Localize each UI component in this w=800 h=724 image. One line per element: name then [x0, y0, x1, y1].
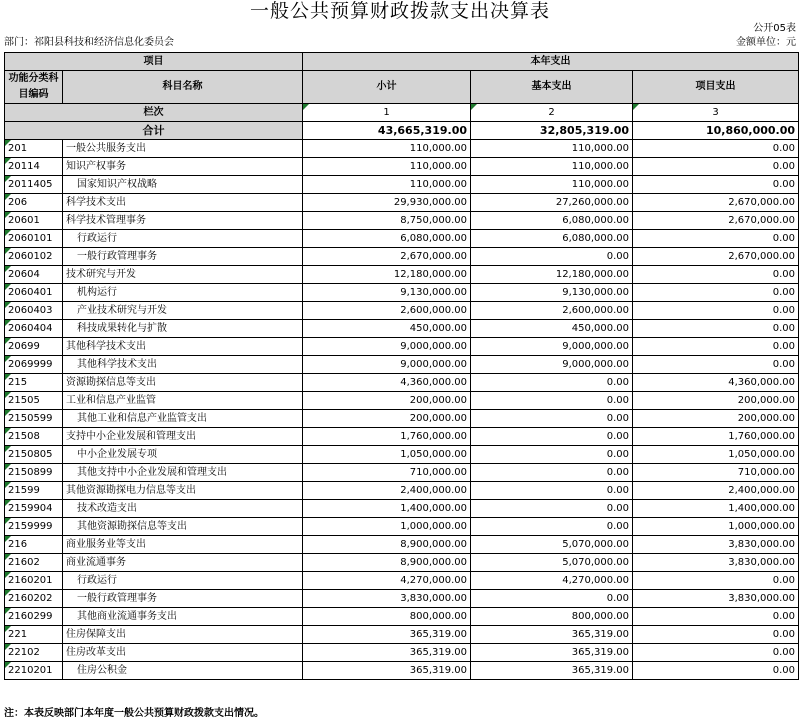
basic-cell: 9,000,000.00 — [471, 338, 633, 356]
subtotal-cell: 450,000.00 — [303, 320, 471, 338]
subject-name-cell: 住房保障支出 — [63, 626, 303, 644]
subtotal-cell: 2,400,000.00 — [303, 482, 471, 500]
project-cell: 0.00 — [633, 572, 799, 590]
basic-cell: 12,180,000.00 — [471, 266, 633, 284]
basic-cell: 0.00 — [471, 428, 633, 446]
subject-name-cell: 中小企业发展专项 — [63, 446, 303, 464]
basic-cell: 6,080,000.00 — [471, 212, 633, 230]
code-cell: 216 — [5, 536, 63, 554]
table-row — [5, 518, 799, 536]
subtotal-cell: 365,319.00 — [303, 644, 471, 662]
project-cell: 200,000.00 — [633, 410, 799, 428]
basic-cell: 0.00 — [471, 590, 633, 608]
project-cell: 0.00 — [633, 158, 799, 176]
subtotal-cell: 800,000.00 — [303, 608, 471, 626]
total-basic: 32,805,319.00 — [471, 122, 633, 140]
table-row — [5, 266, 799, 284]
basic-cell: 0.00 — [471, 392, 633, 410]
project-cell: 2,400,000.00 — [633, 482, 799, 500]
subject-name-cell: 住房改革支出 — [63, 644, 303, 662]
subtotal-cell: 8,750,000.00 — [303, 212, 471, 230]
total-row — [5, 122, 799, 140]
basic-cell: 0.00 — [471, 374, 633, 392]
code-cell: 21508 — [5, 428, 63, 446]
project-cell: 0.00 — [633, 284, 799, 302]
code-cell: 215 — [5, 374, 63, 392]
project-cell: 0.00 — [633, 302, 799, 320]
code-cell: 20604 — [5, 266, 63, 284]
total-subtotal: 43,665,319.00 — [303, 122, 471, 140]
table-row — [5, 338, 799, 356]
code-cell: 20699 — [5, 338, 63, 356]
sequence-row — [5, 104, 799, 122]
total-label: 合计 — [5, 122, 303, 140]
item-header: 项目 — [5, 53, 303, 71]
project-cell: 200,000.00 — [633, 392, 799, 410]
header-row-columns — [5, 71, 799, 104]
subject-name-cell: 商业流通事务 — [63, 554, 303, 572]
subtotal-cell: 110,000.00 — [303, 158, 471, 176]
subject-name-cell: 机构运行 — [63, 284, 303, 302]
code-cell: 2011405 — [5, 176, 63, 194]
table-row — [5, 158, 799, 176]
table-row — [5, 284, 799, 302]
code-cell: 221 — [5, 626, 63, 644]
basic-cell: 0.00 — [471, 446, 633, 464]
subject-name-cell: 产业技术研究与开发 — [63, 302, 303, 320]
footnote: 注：本表反映部门本年度一般公共预算财政拨款支出情况。 — [4, 708, 264, 719]
code-cell: 2160299 — [5, 608, 63, 626]
subtotal-cell: 365,319.00 — [303, 626, 471, 644]
project-cell: 0.00 — [633, 266, 799, 284]
basic-cell: 0.00 — [471, 518, 633, 536]
basic-cell: 2,600,000.00 — [471, 302, 633, 320]
subtotal-cell: 4,360,000.00 — [303, 374, 471, 392]
basic-cell: 6,080,000.00 — [471, 230, 633, 248]
project-cell: 0.00 — [633, 608, 799, 626]
subtotal-cell: 9,000,000.00 — [303, 338, 471, 356]
code-cell: 2060403 — [5, 302, 63, 320]
basic-cell: 110,000.00 — [471, 158, 633, 176]
code-cell: 2159999 — [5, 518, 63, 536]
sequence-col-1: 1 — [303, 104, 471, 122]
code-cell: 2150599 — [5, 410, 63, 428]
subtotal-cell: 3,830,000.00 — [303, 590, 471, 608]
basic-cell: 0.00 — [471, 248, 633, 266]
subtotal-cell: 2,670,000.00 — [303, 248, 471, 266]
basic-cell: 5,070,000.00 — [471, 536, 633, 554]
project-cell: 0.00 — [633, 662, 799, 680]
subject-name-cell: 科学技术管理事务 — [63, 212, 303, 230]
basic-cell: 4,270,000.00 — [471, 572, 633, 590]
project-cell: 3,830,000.00 — [633, 554, 799, 572]
basic-cell: 365,319.00 — [471, 644, 633, 662]
code-cell: 2210201 — [5, 662, 63, 680]
table-row — [5, 626, 799, 644]
table-row — [5, 572, 799, 590]
project-cell: 0.00 — [633, 230, 799, 248]
basic-cell: 0.00 — [471, 500, 633, 518]
subtotal-cell: 8,900,000.00 — [303, 536, 471, 554]
code-cell: 2060404 — [5, 320, 63, 338]
subject-name-cell: 科学技术支出 — [63, 194, 303, 212]
code-cell: 2159904 — [5, 500, 63, 518]
project-cell: 0.00 — [633, 320, 799, 338]
subtotal-cell: 200,000.00 — [303, 410, 471, 428]
subtotal-cell: 8,900,000.00 — [303, 554, 471, 572]
basic-cell: 0.00 — [471, 482, 633, 500]
code-cell: 2160201 — [5, 572, 63, 590]
table-row — [5, 176, 799, 194]
sequence-col-2: 2 — [471, 104, 633, 122]
table-row — [5, 320, 799, 338]
table-row — [5, 554, 799, 572]
code-cell: 2160202 — [5, 590, 63, 608]
code-cell: 21505 — [5, 392, 63, 410]
code-cell: 22102 — [5, 644, 63, 662]
subtotal-cell: 29,930,000.00 — [303, 194, 471, 212]
table-row — [5, 662, 799, 680]
table-row — [5, 302, 799, 320]
project-cell: 0.00 — [633, 644, 799, 662]
subject-name-cell: 知识产权事务 — [63, 158, 303, 176]
project-cell: 0.00 — [633, 626, 799, 644]
code-cell: 21599 — [5, 482, 63, 500]
basic-cell: 365,319.00 — [471, 662, 633, 680]
subject-name-cell: 一般行政管理事务 — [63, 248, 303, 266]
table-row — [5, 194, 799, 212]
table-row — [5, 356, 799, 374]
basic-cell: 365,319.00 — [471, 626, 633, 644]
basic-cell: 5,070,000.00 — [471, 554, 633, 572]
basic-cell: 110,000.00 — [471, 176, 633, 194]
project-cell: 3,830,000.00 — [633, 590, 799, 608]
subject-column-header: 科目名称 — [63, 71, 303, 104]
table-row — [5, 230, 799, 248]
subtotal-cell: 365,319.00 — [303, 662, 471, 680]
table-row — [5, 464, 799, 482]
basic-cell: 27,260,000.00 — [471, 194, 633, 212]
subject-name-cell: 一般公共服务支出 — [63, 140, 303, 158]
subject-name-cell: 其他工业和信息产业监管支出 — [63, 410, 303, 428]
subject-name-cell: 其他科学技术支出 — [63, 356, 303, 374]
code-cell: 201 — [5, 140, 63, 158]
subtotal-cell: 1,760,000.00 — [303, 428, 471, 446]
report-title: 一般公共预算财政拨款支出决算表 — [249, 0, 550, 22]
sequence-col-3: 3 — [633, 104, 799, 122]
subtotal-cell: 110,000.00 — [303, 176, 471, 194]
project-cell: 0.00 — [633, 356, 799, 374]
project-cell: 2,670,000.00 — [633, 194, 799, 212]
subject-name-cell: 工业和信息产业监管 — [63, 392, 303, 410]
code-cell: 2150805 — [5, 446, 63, 464]
project-cell: 3,830,000.00 — [633, 536, 799, 554]
project-cell: 0.00 — [633, 176, 799, 194]
code-cell: 20601 — [5, 212, 63, 230]
code-cell: 2060101 — [5, 230, 63, 248]
table-row — [5, 590, 799, 608]
subtotal-cell: 110,000.00 — [303, 140, 471, 158]
subject-name-cell: 资源勘探信息等支出 — [63, 374, 303, 392]
subject-name-cell: 其他资源勘探电力信息等支出 — [63, 482, 303, 500]
subject-name-cell: 其他科学技术支出 — [63, 338, 303, 356]
code-cell: 2060401 — [5, 284, 63, 302]
amount-unit-label: 金额单位：元 — [736, 37, 796, 48]
subject-name-cell: 支持中小企业发展和管理支出 — [63, 428, 303, 446]
subject-name-cell: 技术研究与开发 — [63, 266, 303, 284]
table-row — [5, 248, 799, 266]
subject-name-cell: 其他支持中小企业发展和管理支出 — [63, 464, 303, 482]
subtotal-cell: 12,180,000.00 — [303, 266, 471, 284]
form-number: 公开05表 — [753, 23, 796, 34]
project-cell: 1,760,000.00 — [633, 428, 799, 446]
subtotal-cell: 1,050,000.00 — [303, 446, 471, 464]
subject-name-cell: 其他资源勘探信息等支出 — [63, 518, 303, 536]
subtotal-cell: 4,270,000.00 — [303, 572, 471, 590]
expenditure-table — [4, 52, 799, 680]
table-row — [5, 140, 799, 158]
basic-cell: 0.00 — [471, 464, 633, 482]
table-row — [5, 446, 799, 464]
project-cell: 710,000.00 — [633, 464, 799, 482]
subtotal-cell: 2,600,000.00 — [303, 302, 471, 320]
table-row — [5, 392, 799, 410]
project-cell: 1,050,000.00 — [633, 446, 799, 464]
code-cell: 206 — [5, 194, 63, 212]
basic-cell: 110,000.00 — [471, 140, 633, 158]
basic-cell: 9,000,000.00 — [471, 356, 633, 374]
project-cell: 1,000,000.00 — [633, 518, 799, 536]
basic-cell: 450,000.00 — [471, 320, 633, 338]
subtotal-cell: 1,000,000.00 — [303, 518, 471, 536]
subject-name-cell: 商业服务业等支出 — [63, 536, 303, 554]
subtotal-column-header: 小计 — [303, 71, 471, 104]
department-label: 部门：祁阳县科技和经济信息化委员会 — [4, 37, 174, 48]
subject-name-cell: 行政运行 — [63, 230, 303, 248]
subtotal-cell: 9,000,000.00 — [303, 356, 471, 374]
subtotal-cell: 6,080,000.00 — [303, 230, 471, 248]
project-cell: 1,400,000.00 — [633, 500, 799, 518]
table-row — [5, 410, 799, 428]
table-row — [5, 536, 799, 554]
project-cell: 0.00 — [633, 338, 799, 356]
subject-name-cell: 住房公积金 — [63, 662, 303, 680]
code-column-header: 功能分类科目编码 — [5, 71, 63, 104]
project-cell: 2,670,000.00 — [633, 248, 799, 266]
project-cell: 4,360,000.00 — [633, 374, 799, 392]
code-cell: 21602 — [5, 554, 63, 572]
current-year-header: 本年支出 — [303, 53, 799, 71]
code-cell: 2150899 — [5, 464, 63, 482]
project-cell: 2,670,000.00 — [633, 212, 799, 230]
project-cell: 0.00 — [633, 140, 799, 158]
subject-name-cell: 国家知识产权战略 — [63, 176, 303, 194]
table-row — [5, 608, 799, 626]
subtotal-cell: 710,000.00 — [303, 464, 471, 482]
subject-name-cell: 行政运行 — [63, 572, 303, 590]
basic-column-header: 基本支出 — [471, 71, 633, 104]
table-row — [5, 374, 799, 392]
table-row — [5, 644, 799, 662]
table-row — [5, 482, 799, 500]
table-row — [5, 212, 799, 230]
code-cell: 20114 — [5, 158, 63, 176]
table-row — [5, 428, 799, 446]
table-row — [5, 500, 799, 518]
code-cell: 2060102 — [5, 248, 63, 266]
header-row-top — [5, 53, 799, 71]
sequence-label: 栏次 — [5, 104, 303, 122]
basic-cell: 9,130,000.00 — [471, 284, 633, 302]
basic-cell: 800,000.00 — [471, 608, 633, 626]
subject-name-cell: 一般行政管理事务 — [63, 590, 303, 608]
total-project: 10,860,000.00 — [633, 122, 799, 140]
subject-name-cell: 科技成果转化与扩散 — [63, 320, 303, 338]
subtotal-cell: 1,400,000.00 — [303, 500, 471, 518]
subject-name-cell: 其他商业流通事务支出 — [63, 608, 303, 626]
basic-cell: 0.00 — [471, 410, 633, 428]
subject-name-cell: 技术改造支出 — [63, 500, 303, 518]
subtotal-cell: 9,130,000.00 — [303, 284, 471, 302]
code-cell: 2069999 — [5, 356, 63, 374]
project-column-header: 项目支出 — [633, 71, 799, 104]
subtotal-cell: 200,000.00 — [303, 392, 471, 410]
